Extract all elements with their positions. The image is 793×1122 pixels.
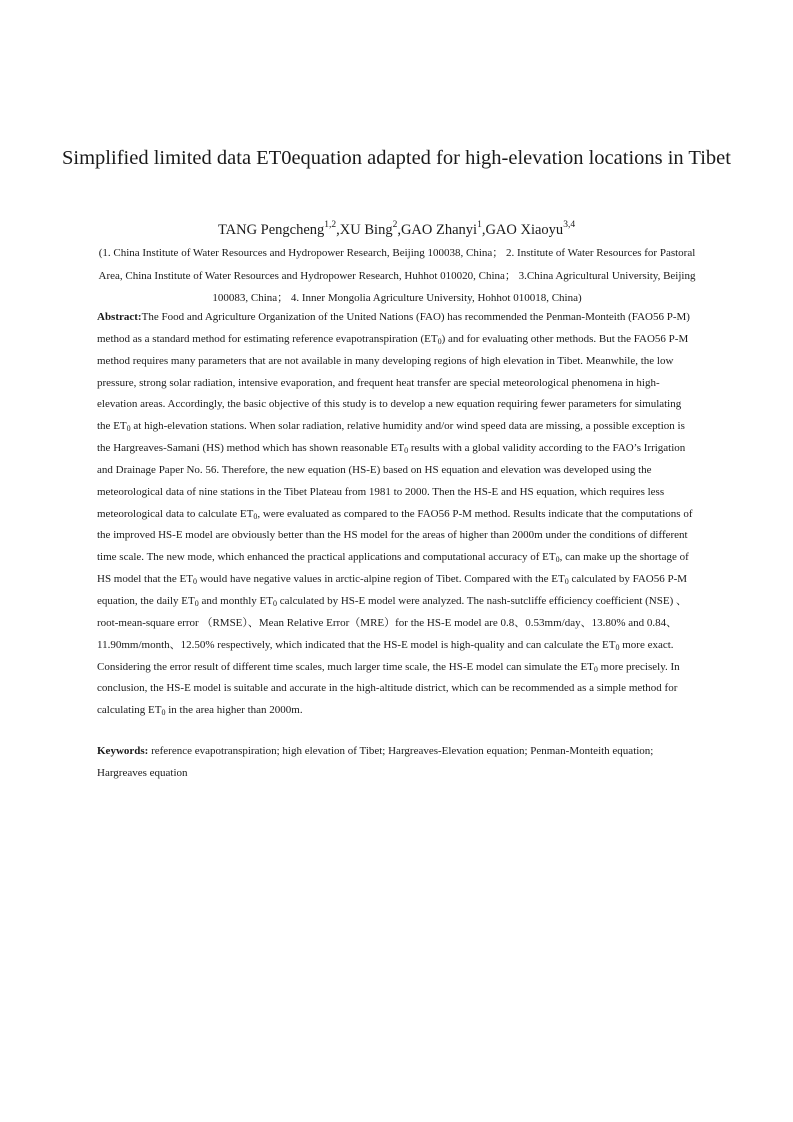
author-affiliation-marker: 1,2 [324,220,337,231]
author-name: GAO Xiaoyu [485,222,564,238]
abstract-label: Abstract: [97,311,142,323]
keywords [97,741,697,785]
author-affiliation-marker: 1 [477,220,482,231]
subscript: 0 [192,577,197,587]
author-separator: , [481,222,486,238]
subscript: 0 [615,642,620,652]
author-name: XU Bing [339,222,393,238]
author-separator: , [336,222,340,238]
subscript: 0 [194,598,199,608]
subscript: 0 [593,664,598,674]
author-name: TANG Pengcheng [217,222,325,238]
subscript: 0 [161,708,166,718]
subscript: 0 [126,424,131,434]
subscript: 0 [437,336,442,346]
author-name: GAO Zhanyi [400,222,478,238]
author-affiliation-marker: 3,4 [563,220,576,231]
paper-title: Simplified limited data ET0equation adapted for high-elevation locations in Tibet [62,147,731,169]
abstract [97,307,697,722]
abstract-body: The Food and Agriculture Organization of the United Nations (FAO) has recommended the Penman-Monteith (FAO56 P-M) method as a standard method for estimating reference evapotranspiration $(ET_0)$ and for evaluating other methods. But the FAO56 P-M method requires many parameters that are not available in many developing regions of high elevation in Tibet. Meanwhile, the low pressure, strong solar radiation, intensive evaporation, and frequent heat transfer are special meteorological phenomena in high-elevation areas. Accordingly, the basic objective of this study is to develop a new equation requiring fewer parameters for simulating the $ET_0$ at high-elevation stations. When solar radiation, relative humidity and/or wind speed data are missing, a possible exception is the Hargreaves-Samani (HS) method which has shown reasonable $ET_0$ results with a global validity according to the FAO’s Irrigation and Drainage Paper No. 56. Therefore, the new equation (HS-E) based on HS equation and elevation was developed using the meteorological data of nine stations in the Tibet Plateau from 1981 to 2000. Then the HS-E and HS equation, which requires less meteorological data to calculate $ET_0$, were evaluated as compared to the FAO56 P-M method. Results indicate that the computations of the improved HS-E model are obviously better than the HS model for the areas of higher than 2000m under the conditions of different time scale. The new mode, which enhanced the practical applications and computational accuracy of $ET_0$, can make up the shortage of HS model that the $ET_0$ would have negative values in arctic-alpine region of Tibet. Compared with the $ET_0$ calculated by FAO56 P-M equation, the daily $ET_0$ and monthly $ET_0$ calculated by HS-E model were analyzed. The nash-sutcliffe efficiency coefficient (NSE) 、root-mean-square error （RMSE）、Mean Relative Error（MRE）for the HS-E model are 0.8、0.53mm/day、13.80% and 0.84、11.90mm/month、12.50% respectively, which indicated that the HS-E model is high-quality and can calculate the $ET_0$ more exact. Considering the error result of different time scales, much larger time scale, the HS-E model can simulate the $ET_0$ more precisely. In conclusion, the HS-E model is suitable and accurate in the high-altitude district, which can be recommended as a simple method for calculating $ET_0$ in the area higher than 2000m. [97,311,693,718]
subscript: 0 [253,511,258,521]
keywords-label: Keywords: [97,745,149,757]
affiliations: (1. China Institute of Water Resources and Hydropower Research, Beijing 100038, China； 2. Institute of Water Resources for Pastoral Area, China Institute of Water Resources and Hydropower Research, Huhhot 010020, China； 3.China Agricultural University, Beijing 100083, China； 4. Inner Mongolia Agriculture University, Hohhot 010018, China) [98,247,696,304]
author-affiliation-marker: 2 [392,220,398,231]
subscript: 0 [404,446,409,456]
author-list [60,219,733,241]
subscript: 0 [273,598,277,608]
author-separator: , [397,222,401,238]
subscript: 0 [555,555,560,565]
subscript: 0 [564,577,569,587]
keywords-text: reference evapotranspiration; high elevation of Tibet; Hargreaves-Elevation equation; Penman-Monteith equation; Hargreaves equation [97,745,654,779]
